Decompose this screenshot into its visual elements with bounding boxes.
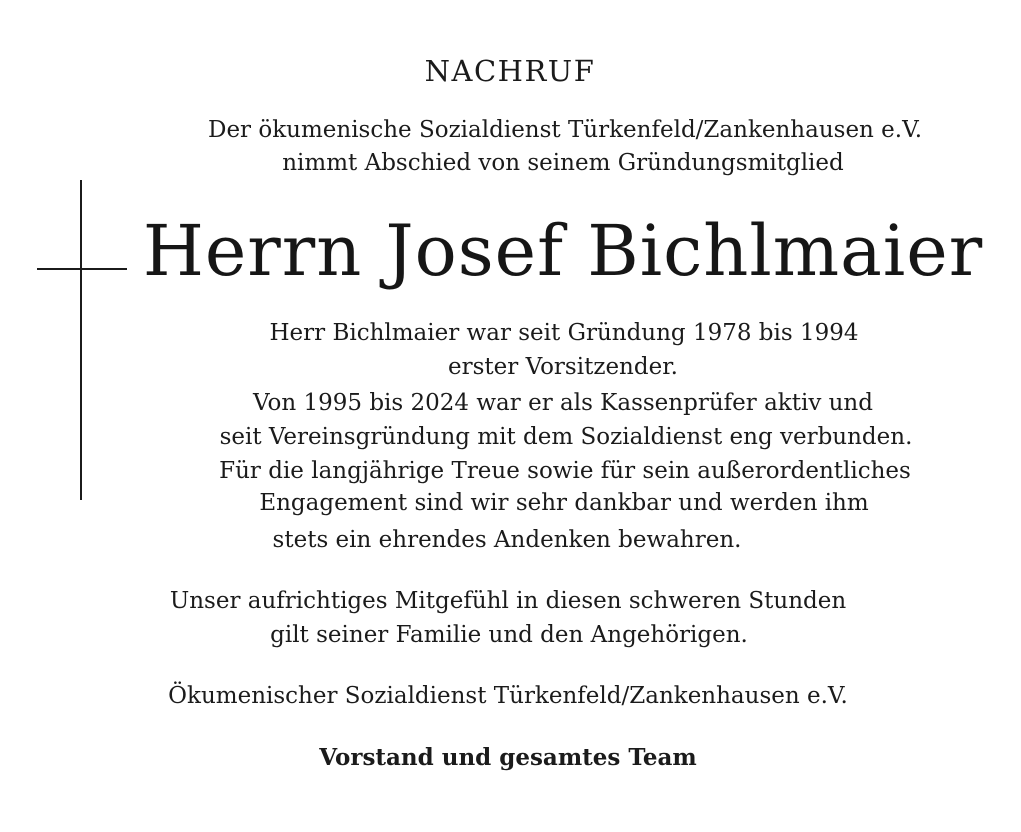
body-line-3: Von 1995 bis 2024 war er als Kassenprüfer aktiv und [253, 390, 873, 416]
closing-line-1: Unser aufrichtiges Mitgefühl in diesen schweren Stunden [169, 588, 847, 614]
cross-vertical-bar [80, 180, 82, 500]
team-signature: Vorstand und gesamtes Team [319, 744, 697, 771]
organization-signature: Ökumenischer Sozialdienst Türkenfeld/Zankenhausen e.V. [168, 683, 848, 709]
deceased-name: Herrn Josef Bichlmaier [142, 210, 984, 292]
body-line-5: Für die langjährige Treue sowie für sein außerordentliches [219, 458, 911, 484]
body-line-2: erster Vorsitzender. [448, 354, 678, 380]
notice-title: NACHRUF [424, 54, 596, 88]
body-line-1: Herr Bichlmaier war seit Gründung 1978 bis 1994 [269, 320, 859, 346]
intro-line-1: Der ökumenische Sozialdienst Türkenfeld/Zankenhausen e.V. [208, 117, 922, 143]
body-line-7: stets ein ehrendes Andenken bewahren. [272, 527, 742, 553]
body-line-4: seit Vereinsgründung mit dem Sozialdienst eng verbunden. [219, 424, 913, 450]
intro-line-2: nimmt Abschied von seinem Gründungsmitglied [282, 150, 844, 176]
closing-line-2: gilt seiner Familie und den Angehörigen. [270, 622, 748, 648]
cross-horizontal-bar [37, 268, 127, 270]
body-line-6: Engagement sind wir sehr dankbar und werden ihm [259, 490, 869, 516]
